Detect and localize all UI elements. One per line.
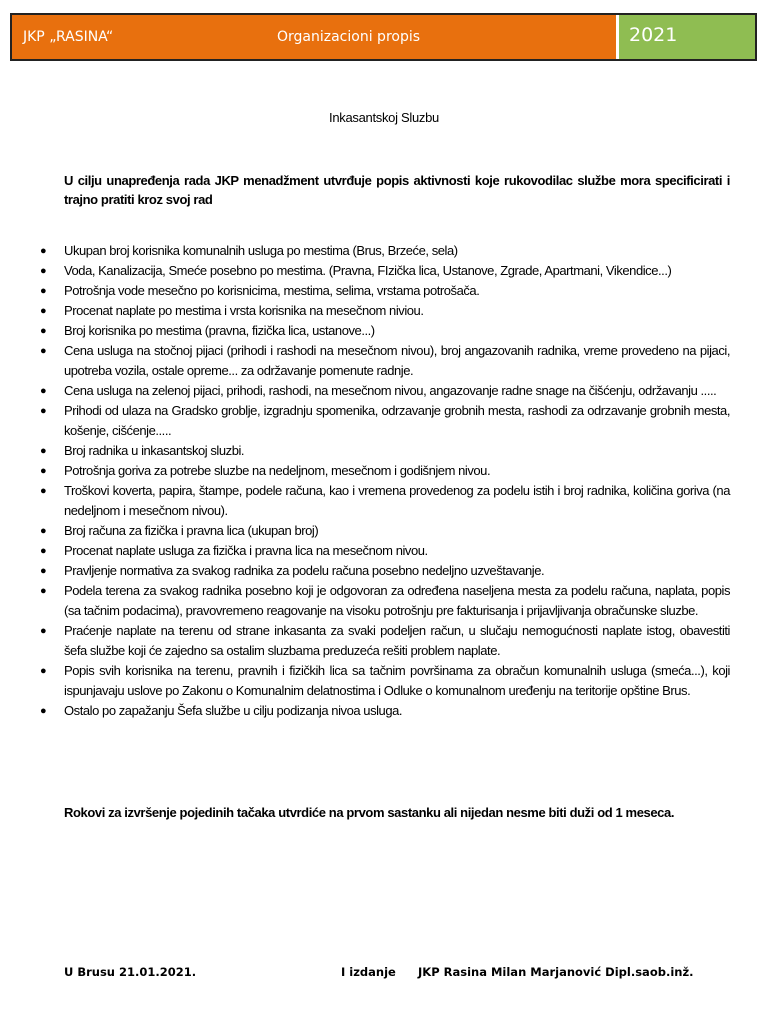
list-item-text: Praćenje naplate na terenu od strane inkasanta za svaki podeljen račun, u slučaju nemogućnosti naplate istog, obavestiti šefa službe koji će zajedno sa ostalim sluzbama preduzeća rešiti problem naplate.	[64, 623, 730, 658]
footer-author: JKP Rasina Milan Marjanović Dipl.saob.inž.	[418, 965, 694, 979]
list-item-text: Prihodi od ulaza na Gradsko groblje, izgradnju spomenika, odrzavanje grobnih mesta, rashodi za odrzavanje grobnih mesta, košenje, cišćenje.....	[64, 403, 730, 438]
bullet-icon: ●	[40, 665, 47, 677]
list-item-text: Procenat naplate po mestima i vrsta korisnika na mesečnom niviou.	[64, 303, 424, 318]
header-year: 2021	[617, 15, 755, 59]
list-item	[40, 561, 730, 581]
list-item-text: Procenat naplate usluga za fizička i pravna lica na mesečnom nivou.	[64, 543, 428, 558]
list-item	[40, 281, 730, 301]
intro-paragraph: U cilju unapređenja rada JKP menadžment utvrđuje popis aktivnosti koje rukovodilac službe mora specificirati i trajno pratiti kroz svoj rad	[64, 173, 730, 207]
list-item	[40, 541, 730, 561]
list-item-text: Potrošnja goriva za potrebe sluzbe na nedeljnom, mesečnom i godišnjem nivou.	[64, 463, 491, 478]
list-item-text: Ukupan broj korisnika komunalnih usluga po mestima (Brus, Brzeće, sela)	[64, 243, 458, 258]
bullet-icon: ●	[40, 445, 47, 457]
list-item	[40, 401, 730, 441]
list-item	[40, 261, 730, 281]
list-item-text: Ostalo po zapažanju Šefa službe u cilju podizanja nivoa usluga.	[64, 703, 403, 718]
list-item	[40, 241, 730, 261]
bullet-icon: ●	[40, 325, 47, 337]
list-item-text: Podela terena za svakog radnika posebno koji je odgovoran za određena naseljena mesta za podelu računa, naplata, popis (sa tačnim podacima), pravovremeno reagovanje na visoku potrošnju pre fakturisanja i prijavljivanja obračunske sluzbe.	[64, 583, 730, 618]
list-item-text: Pravljenje normativa za svakog radnika za podelu računa posebno nedeljno uzveštavanje.	[64, 563, 545, 578]
list-item	[40, 661, 730, 701]
list-item-text: Cena usluga na zelenoj pijaci, prihodi, rashodi, na mesečnom nivou, angazovanje radne snage na čišćenju, održavanju .....	[64, 383, 717, 398]
list-item	[40, 581, 730, 621]
list-item-text: Broj radnika u inkasantskoj sluzbi.	[64, 443, 245, 458]
bullet-icon: ●	[40, 525, 47, 537]
bullet-icon: ●	[40, 385, 47, 397]
page-heading: Inkasantskoj Sluzbu	[329, 110, 439, 125]
list-item-text: Voda, Kanalizacija, Smeće posebno po mestima. (Pravna, FIzička lica, Ustanove, Zgrade, Apartmani, Vikendice...)	[64, 263, 672, 278]
bullet-icon: ●	[40, 545, 47, 557]
list-item	[40, 701, 730, 721]
bullet-icon: ●	[40, 285, 47, 297]
bullet-icon: ●	[40, 305, 47, 317]
footer-edition: I izdanje	[341, 965, 396, 979]
list-item	[40, 481, 730, 521]
bullet-icon: ●	[40, 465, 47, 477]
list-item	[40, 461, 730, 481]
bullet-icon: ●	[40, 485, 47, 497]
list-item	[40, 441, 730, 461]
bullet-icon: ●	[40, 345, 47, 357]
bullet-icon: ●	[40, 705, 47, 717]
company-name: JKP „RASINA“	[23, 29, 114, 45]
bullet-icon: ●	[40, 565, 47, 577]
footer-place-date: U Brusu 21.01.2021.	[64, 965, 197, 979]
deadline-note: Rokovi za izvršenje pojedinih tačaka utvrdiće na prvom sastanku ali nijedan nesme biti duži od 1 meseca.	[64, 805, 675, 820]
list-item-text: Cena usluga na stočnoj pijaci (prihodi i rashodi na mesečnom nivou), broj angazovanih radnika, vreme provedeno na pijaci, upotreba vozila, ostale opreme... za održavanje pomenute radnje.	[64, 343, 730, 378]
document-title: Organizacioni propis	[277, 29, 421, 45]
list-item-text: Broj korisnika po mestima (pravna, fizička lica, ustanove...)	[64, 323, 375, 338]
list-item-text: Popis svih korisnika na terenu, pravnih i fizičkih lica sa tačnim površinama za obračun komunalnih usluga (smeća...), koji ispunjavaju uslove po Zakonu o Komunalnim delatnostima i Odluke o komunalnom uređenju na teritorije opštine Brus.	[64, 663, 730, 698]
document-header	[10, 13, 757, 61]
list-item-text: Broj računa za fizička i pravna lica (ukupan broj)	[64, 523, 319, 538]
list-item	[40, 301, 730, 321]
bullet-icon: ●	[40, 265, 47, 277]
bullet-icon: ●	[40, 625, 47, 637]
bullet-icon: ●	[40, 585, 47, 597]
header-orange-band	[12, 15, 617, 59]
list-item-text: Troškovi koverta, papira, štampe, podele računa, kao i vremena provedenog za podelu istih i broj radnika, količina goriva (na nedeljnom i mesečnom nivou).	[64, 483, 730, 518]
activity-list	[40, 241, 730, 721]
list-item	[40, 321, 730, 341]
list-item	[40, 521, 730, 541]
list-item	[40, 381, 730, 401]
list-item	[40, 341, 730, 381]
bullet-icon: ●	[40, 245, 47, 257]
bullet-icon: ●	[40, 405, 47, 417]
list-item	[40, 621, 730, 661]
list-item-text: Potrošnja vode mesečno po korisnicima, mestima, selima, vrstama potrošača.	[64, 283, 480, 298]
